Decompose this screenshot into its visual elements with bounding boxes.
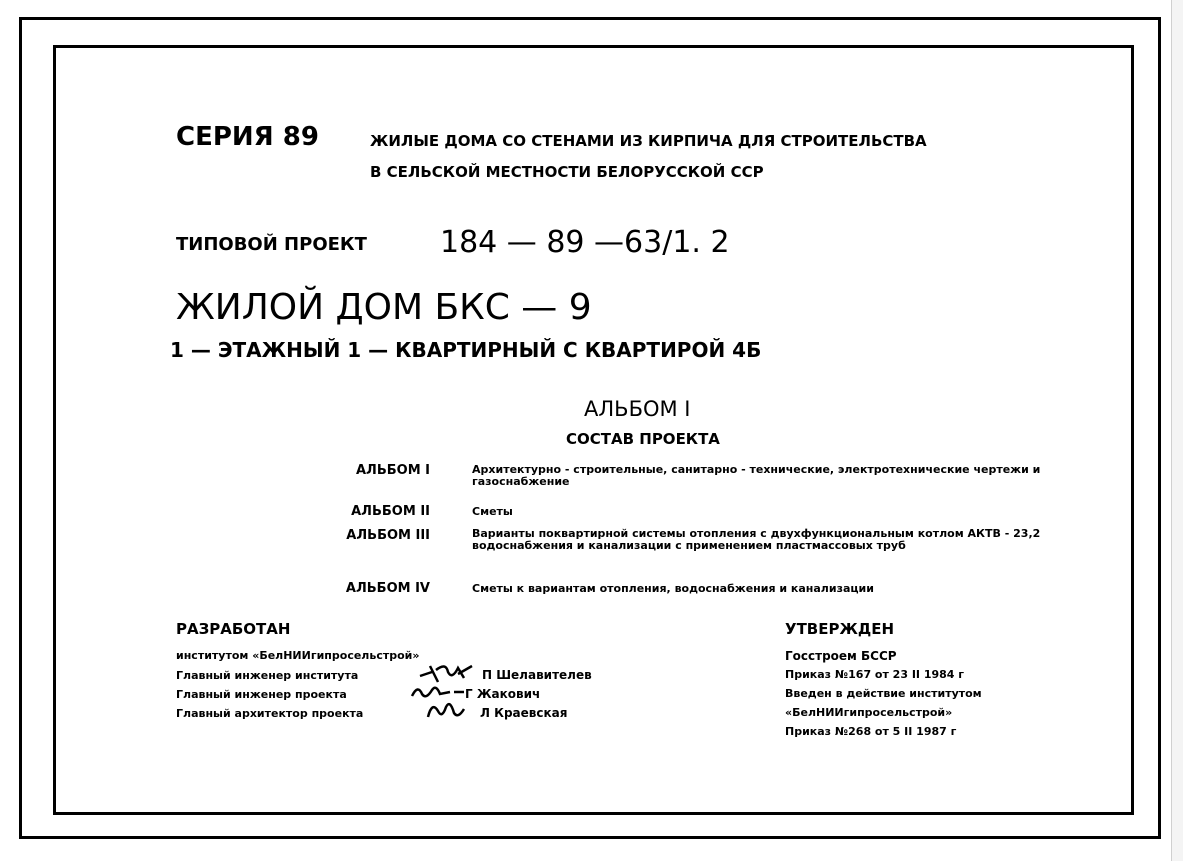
signature-icon bbox=[418, 660, 474, 684]
series-description-line-1: ЖИЛЫЕ ДОМА СО СТЕНАМИ ИЗ КИРПИЧА ДЛЯ СТРОИТЕЛЬСТВА bbox=[370, 132, 927, 150]
album-row-label: АЛЬБОМ IV bbox=[345, 581, 430, 596]
series-description-line-2: В СЕЛЬСКОЙ МЕСТНОСТИ БЕЛОРУССКОЙ ССР bbox=[370, 163, 764, 181]
approved-line: Госстроем БССР bbox=[785, 649, 897, 663]
project-number: 184 — 89 —63/1. 2 bbox=[440, 225, 730, 260]
album-row-label: АЛЬБОМ III bbox=[346, 528, 430, 543]
developed-institute: институтом «БелНИИгипросельстрой» bbox=[176, 649, 420, 662]
album-row-description: Сметы к вариантам отопления, водоснабжения и канализации bbox=[472, 582, 874, 595]
house-title: ЖИЛОЙ ДОМ БКС — 9 bbox=[176, 287, 592, 328]
album-row-label: АЛЬБОМ I bbox=[355, 463, 430, 478]
approved-heading: УТВЕРЖДЕН bbox=[785, 620, 894, 638]
house-subtitle: 1 — ЭТАЖНЫЙ 1 — КВАРТИРНЫЙ С КВАРТИРОЙ 4Б bbox=[170, 338, 762, 362]
developer-role: Главный инженер проекта bbox=[176, 688, 347, 701]
composition-heading: СОСТАВ ПРОЕКТА bbox=[566, 430, 720, 448]
approved-line: Приказ №167 от 23 II 1984 г bbox=[785, 668, 965, 681]
album-heading: АЛЬБОМ I bbox=[584, 397, 691, 421]
developer-name: Г Жакович bbox=[465, 687, 541, 701]
developed-heading: РАЗРАБОТАН bbox=[176, 620, 291, 638]
scrollbar-track[interactable] bbox=[1171, 0, 1183, 861]
developer-name: Л Краевская bbox=[480, 706, 568, 720]
project-label: ТИПОВОЙ ПРОЕКТ bbox=[176, 234, 367, 255]
approved-line: Введен в действие институтом bbox=[785, 687, 982, 700]
signature-icon bbox=[424, 697, 468, 723]
approved-line: Приказ №268 от 5 II 1987 г bbox=[785, 725, 957, 738]
developer-role: Главный архитектор проекта bbox=[176, 707, 364, 720]
album-row-label: АЛЬБОМ II bbox=[351, 504, 430, 519]
album-row-description: Архитектурно - строительные, санитарно - технические, электротехнические чертежи и газоснабжение bbox=[472, 463, 1041, 488]
developer-role: Главный инженер института bbox=[176, 669, 359, 682]
album-row-description: Сметы bbox=[472, 505, 513, 518]
developer-name: П Шелавителев bbox=[482, 668, 592, 682]
series-label: СЕРИЯ 89 bbox=[176, 122, 319, 152]
approved-line: «БелНИИгипросельстрой» bbox=[785, 706, 953, 719]
album-row-description: Варианты поквартирной системы отопления с двухфункциональным котлом АКТВ - 23,2 водоснабжения и канализации с применением пластмассовых труб bbox=[472, 527, 1041, 552]
